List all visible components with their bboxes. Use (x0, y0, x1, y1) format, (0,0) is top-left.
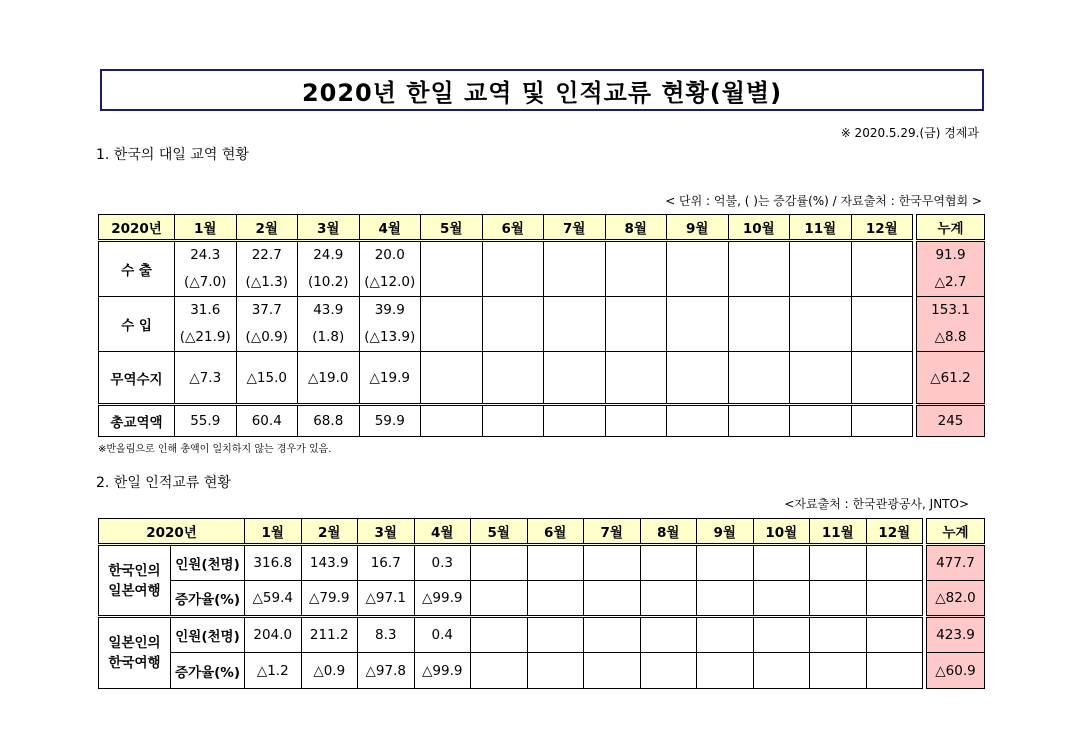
trade-change (852, 324, 913, 351)
exchange-value (640, 617, 697, 653)
total-value: △61.2 (917, 352, 985, 405)
page-title: 2020년 한일 교역 및 인적교류 현황(월별) (301, 78, 783, 107)
trade-cell (359, 241, 421, 297)
group-label (99, 617, 171, 689)
exchange-value (471, 617, 528, 653)
total-value: 477.7 (927, 545, 985, 581)
month-header: 11월 (790, 215, 852, 241)
section2-source-note: <자료출처 : 한국관광공사, JNTO> (784, 497, 969, 511)
total-value: 245 (917, 405, 985, 437)
trade-cell (359, 297, 421, 352)
trade-cell (605, 241, 667, 297)
total-cell (917, 241, 985, 297)
exchange-value (640, 581, 697, 617)
trade-cell (175, 241, 237, 297)
exchange-row (99, 617, 985, 653)
exchange-value (810, 581, 867, 617)
trade-table (98, 214, 985, 437)
trade-value (729, 297, 790, 324)
exchange-value (584, 617, 641, 653)
trade-value (851, 352, 913, 405)
exchange-value: △99.9 (414, 581, 471, 617)
exchange-value: 0.3 (414, 545, 471, 581)
month-header: 4월 (359, 215, 421, 241)
exchange-value (697, 653, 754, 689)
trade-value (728, 405, 790, 437)
month-header: 5월 (471, 519, 528, 545)
month-header: 12월 (851, 215, 913, 241)
trade-change: (△1.3) (245, 274, 288, 290)
trade-row (99, 405, 985, 437)
exchange-value (810, 545, 867, 581)
month-header: 9월 (667, 215, 729, 241)
trade-change: (△21.9) (179, 329, 231, 345)
exchange-value (866, 617, 923, 653)
exchange-value (584, 581, 641, 617)
trade-cell (790, 241, 852, 297)
section1-footnote: ※반올림으로 인해 총액이 일치하지 않는 경우가 있음. (98, 444, 332, 455)
total-change: △2.7 (934, 274, 967, 290)
exchange-value (640, 653, 697, 689)
trade-value (544, 405, 606, 437)
exchange-value: △0.9 (301, 653, 358, 689)
trade-change (606, 269, 667, 296)
trade-row (99, 297, 985, 352)
trade-value (852, 297, 913, 324)
month-header: 6월 (482, 215, 544, 241)
trade-change (729, 324, 790, 351)
trade-value (852, 242, 913, 269)
trade-cell (790, 297, 852, 352)
trade-cell (298, 297, 360, 352)
trade-cell (851, 297, 913, 352)
exchange-value (471, 581, 528, 617)
trade-value: 20.0 (374, 247, 405, 263)
date-note: ※ 2020.5.29.(금) 경제과 (840, 126, 979, 140)
total-change: △8.8 (934, 329, 967, 345)
trade-value (790, 352, 852, 405)
exchange-header-row (99, 519, 985, 545)
trade-value: △15.0 (236, 352, 298, 405)
exchange-value (471, 653, 528, 689)
trade-value (421, 297, 482, 324)
month-header: 8월 (640, 519, 697, 545)
trade-cell (605, 297, 667, 352)
month-header: 1월 (175, 215, 237, 241)
trade-value: 24.9 (313, 247, 344, 263)
exchange-value: 211.2 (301, 617, 358, 653)
trade-cell (298, 241, 360, 297)
group-label-line: 일본여행 (108, 582, 161, 599)
month-header: 2월 (236, 215, 298, 241)
month-header: 4월 (414, 519, 471, 545)
trade-cell (175, 297, 237, 352)
exchange-value: △59.4 (245, 581, 302, 617)
trade-change: (△12.0) (364, 274, 416, 290)
trade-value (544, 242, 605, 269)
trade-change (606, 324, 667, 351)
trade-value: 37.7 (251, 302, 282, 318)
trade-cell (728, 297, 790, 352)
trade-value (728, 352, 790, 405)
group-label (99, 545, 171, 617)
trade-value (421, 405, 483, 437)
month-header: 3월 (358, 519, 415, 545)
exchange-value: △99.9 (414, 653, 471, 689)
exchange-value: 16.7 (358, 545, 415, 581)
total-header: 누계 (917, 215, 985, 241)
trade-value (482, 405, 544, 437)
trade-cell (421, 241, 483, 297)
trade-header-row (99, 215, 985, 241)
trade-change (544, 324, 605, 351)
exchange-value (697, 581, 754, 617)
group-label-line: 일본인의 (108, 635, 161, 651)
exchange-value (753, 653, 810, 689)
corner-cell: 2020년 (99, 519, 245, 545)
trade-value: 43.9 (313, 302, 344, 318)
trade-change (790, 269, 851, 296)
exchange-value (697, 617, 754, 653)
exchange-value: 316.8 (245, 545, 302, 581)
total-cell (917, 297, 985, 352)
exchange-value (640, 545, 697, 581)
exchange-value: △97.8 (358, 653, 415, 689)
exchange-value (527, 545, 584, 581)
trade-value (605, 352, 667, 405)
trade-cell (667, 241, 729, 297)
exchange-value: 143.9 (301, 545, 358, 581)
trade-value: △19.0 (298, 352, 360, 405)
exchange-row (99, 545, 985, 581)
trade-cell (482, 241, 544, 297)
corner-cell: 2020년 (99, 215, 175, 241)
trade-value: 59.9 (359, 405, 421, 437)
trade-value (729, 242, 790, 269)
section1-heading: 1. 한국의 대일 교역 현황 (96, 147, 249, 163)
trade-value (483, 242, 544, 269)
trade-value: 22.7 (251, 247, 282, 263)
trade-value (790, 297, 851, 324)
exchange-value: △79.9 (301, 581, 358, 617)
section2-heading: 2. 한일 인적교류 현황 (96, 475, 231, 491)
trade-row (99, 241, 985, 297)
month-header: 7월 (584, 519, 641, 545)
trade-row (99, 352, 985, 405)
row-label: 인원(천명) (171, 545, 245, 581)
exchange-value (527, 653, 584, 689)
row-label: 총교역액 (99, 405, 175, 437)
trade-value (544, 352, 606, 405)
section1-unit-note: < 단위 : 억불, ( )는 증감률(%) / 자료출처 : 한국무역협회 > (665, 194, 982, 208)
total-value: △82.0 (927, 581, 985, 617)
trade-value (851, 405, 913, 437)
trade-change: (1.8) (312, 329, 345, 345)
trade-value: 24.3 (190, 247, 221, 263)
month-header: 10월 (728, 215, 790, 241)
trade-change (483, 269, 544, 296)
trade-change (483, 324, 544, 351)
row-label: 무역수지 (99, 352, 175, 405)
trade-change (421, 324, 482, 351)
exchange-value (584, 545, 641, 581)
exchange-value: 8.3 (358, 617, 415, 653)
trade-change (544, 269, 605, 296)
row-label: 인원(천명) (171, 617, 245, 653)
month-header: 1월 (245, 519, 302, 545)
month-header: 7월 (544, 215, 606, 241)
trade-cell (667, 297, 729, 352)
exchange-row (99, 581, 985, 617)
trade-value: 39.9 (374, 302, 405, 318)
trade-cell (544, 297, 606, 352)
exchange-value (753, 581, 810, 617)
month-header: 8월 (605, 215, 667, 241)
exchange-value (753, 545, 810, 581)
trade-value (605, 405, 667, 437)
month-header: 6월 (527, 519, 584, 545)
total-value: △60.9 (927, 653, 985, 689)
exchange-value: 0.4 (414, 617, 471, 653)
trade-value: △7.3 (175, 352, 237, 405)
row-label: 수 입 (99, 297, 175, 352)
trade-change: (△0.9) (245, 329, 288, 345)
exchange-value (697, 545, 754, 581)
month-header: 2월 (301, 519, 358, 545)
exchange-value (866, 581, 923, 617)
exchange-value (471, 545, 528, 581)
exchange-value (584, 653, 641, 689)
row-label: 증가율(%) (171, 581, 245, 617)
trade-value (667, 242, 728, 269)
month-header: 12월 (866, 519, 923, 545)
trade-change: (△13.9) (364, 329, 416, 345)
total-value: 423.9 (927, 617, 985, 653)
trade-value (667, 352, 729, 405)
trade-change (790, 324, 851, 351)
trade-value: 31.6 (190, 302, 221, 318)
month-header: 9월 (697, 519, 754, 545)
exchange-value (810, 617, 867, 653)
trade-change (852, 269, 913, 296)
total-value: 153.1 (931, 302, 970, 318)
exchange-value (810, 653, 867, 689)
trade-value (667, 297, 728, 324)
trade-value (606, 297, 667, 324)
trade-change: (10.2) (307, 274, 349, 290)
exchange-value: 204.0 (245, 617, 302, 653)
exchange-value (866, 545, 923, 581)
exchange-value (527, 617, 584, 653)
trade-value: 68.8 (298, 405, 360, 437)
month-header: 11월 (810, 519, 867, 545)
trade-cell (851, 241, 913, 297)
trade-change (729, 269, 790, 296)
exchange-value: △1.2 (245, 653, 302, 689)
group-label-line: 한국여행 (108, 655, 161, 671)
total-value: 91.9 (935, 247, 966, 263)
trade-value: 60.4 (236, 405, 298, 437)
trade-value (421, 242, 482, 269)
trade-value (483, 297, 544, 324)
exchange-value (866, 653, 923, 689)
trade-value (606, 242, 667, 269)
trade-value: 55.9 (175, 405, 237, 437)
trade-value (421, 352, 483, 405)
trade-value (544, 297, 605, 324)
trade-change: (△7.0) (184, 274, 227, 290)
trade-change (421, 269, 482, 296)
trade-value: △19.9 (359, 352, 421, 405)
month-header: 3월 (298, 215, 360, 241)
trade-cell (236, 241, 298, 297)
trade-change (667, 324, 728, 351)
exchange-value: △97.1 (358, 581, 415, 617)
month-header: 5월 (421, 215, 483, 241)
group-label-line: 한국인의 (108, 562, 161, 579)
trade-cell (544, 241, 606, 297)
row-label: 증가율(%) (171, 653, 245, 689)
trade-value (790, 405, 852, 437)
exchange-row (99, 653, 985, 689)
title-box (100, 69, 984, 111)
trade-value (790, 242, 851, 269)
trade-value (667, 405, 729, 437)
trade-cell (728, 241, 790, 297)
month-header: 10월 (753, 519, 810, 545)
exchange-value (753, 617, 810, 653)
exchange-table (98, 518, 985, 689)
total-header: 누계 (927, 519, 985, 545)
trade-cell (482, 297, 544, 352)
trade-cell (236, 297, 298, 352)
exchange-value (527, 581, 584, 617)
trade-change (667, 269, 728, 296)
trade-cell (421, 297, 483, 352)
trade-value (482, 352, 544, 405)
row-label: 수 출 (99, 241, 175, 297)
